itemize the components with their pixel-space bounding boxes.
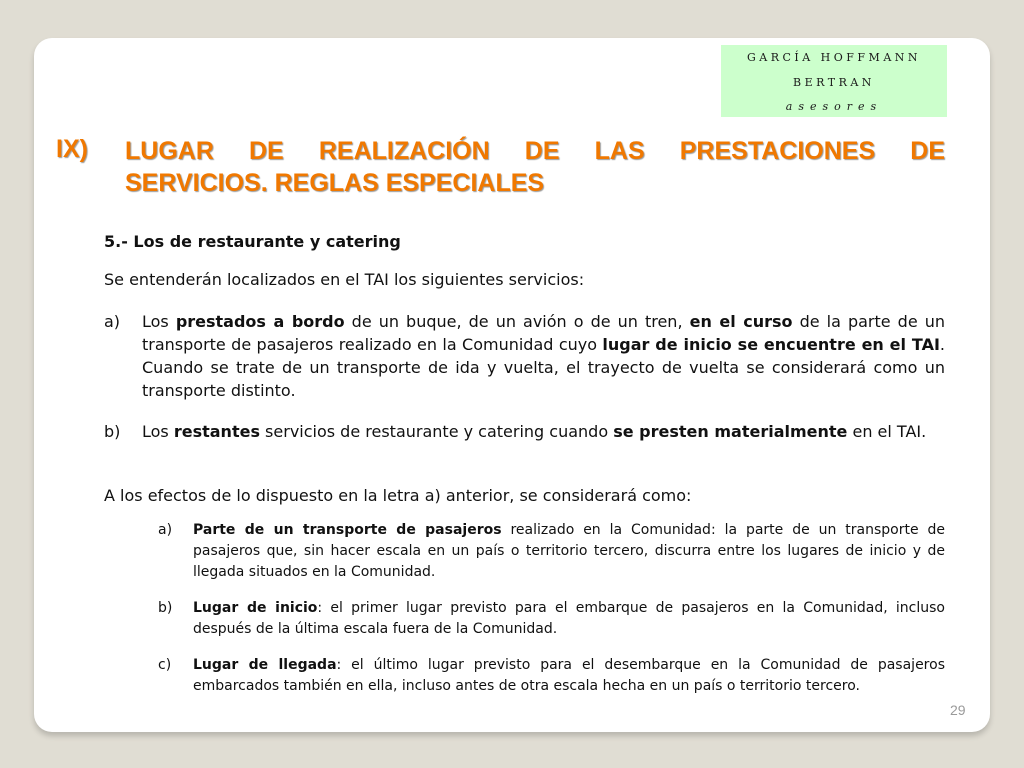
definition-c-text: Lugar de llegada: el último lugar previsto para el desembarque en la Comunidad de pasajeros embarcados también en ella, incluso antes de otra escala hecha en un país o territorio tercero. [193,657,945,694]
definition-a-term: Parte de un transporte de pasajeros [193,522,502,538]
definition-b-label: b) [158,600,173,616]
item-b-bold-2: se presten materialmente [613,422,848,441]
slide-title [125,135,945,199]
logo-line-3: asesores [785,100,883,113]
logo-line-2: BERTRAN [793,76,875,89]
definition-a-label: a) [158,522,173,538]
definition-a-text: Parte de un transporte de pasajeros realizado en la Comunidad: la parte de un transporte de pasajeros que, sin hacer escala en un país o territorio tercero, discurra entre los lugares de inicio y de llegada situados en la Comunidad. [193,522,945,580]
definition-c-term: Lugar de llegada [193,657,337,673]
definition-b-term: Lugar de inicio [193,600,318,616]
item-a-text: Los prestados a bordo de un buque, de un avión o de un tren, en el curso de la parte de un transporte de pasajeros realizado en la Comunidad cuyo lugar de inicio se encuentre en el TAI. Cuando se trate de un transporte de ida y vuelta, el trayecto de vuelta se considerará como un transporte distinto. [142,312,946,400]
item-a-label: a) [104,312,121,331]
section-heading: 5.- Los de restaurante y catering [104,232,401,251]
title-number: IX) [56,135,88,163]
item-a-bold-3: lugar de inicio se encuentre en el TAI [602,335,940,354]
definition-c-label: c) [158,657,172,673]
effects-paragraph: A los efectos de lo dispuesto en la letra a) anterior, se considerará como: [104,486,692,505]
company-logo [721,45,947,117]
item-b-bold-1: restantes [173,422,260,441]
item-b-text: Los restantes servicios de restaurante y catering cuando se presten materialmente en el TAI. [142,422,927,441]
section-intro: Se entenderán localizados en el TAI los siguientes servicios: [104,270,585,289]
item-a-bold-2: en el curso [689,312,793,331]
definition-b-text: Lugar de inicio: el primer lugar previsto para el embarque de pasajeros en la Comunidad, incluso después de la última escala fuera de la Comunidad. [193,600,945,637]
logo-line-1: GARCÍA HOFFMANN [746,51,922,64]
item-a-bold-1: prestados a bordo [175,312,345,331]
page-number: 29 [950,702,966,718]
title-line-2: SERVICIOS. REGLAS ESPECIALES [125,169,545,197]
item-b-label: b) [104,422,121,441]
title-line-1: LUGAR DE REALIZACIÓN DE LAS PRESTACIONES DE [125,137,945,165]
